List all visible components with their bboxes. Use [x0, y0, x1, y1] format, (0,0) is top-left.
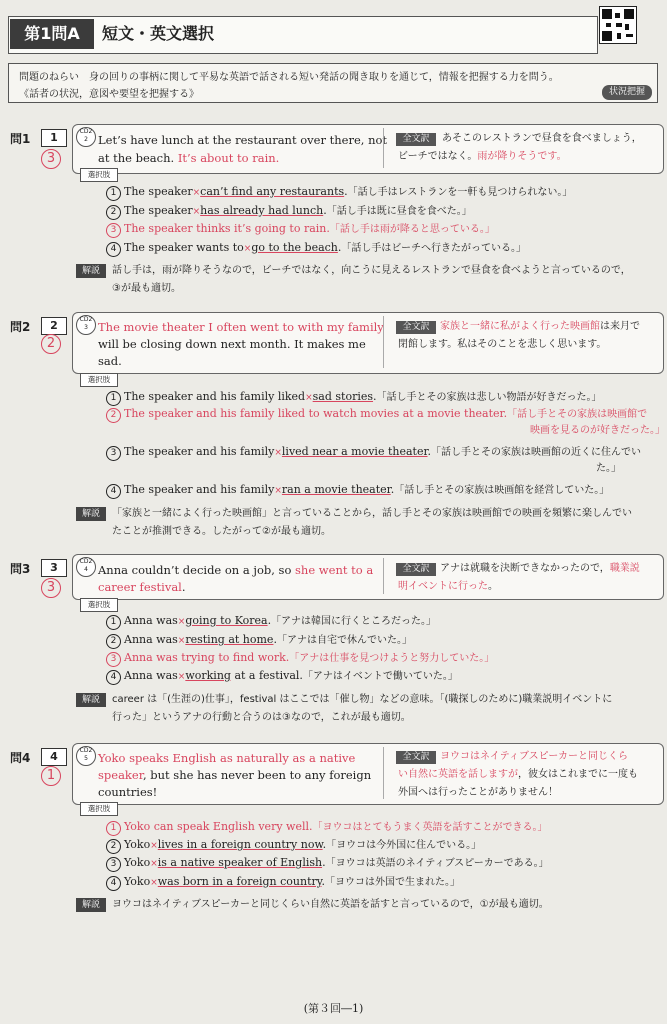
explanation-tag: 解説 [76, 264, 106, 278]
option-item: 4 The speaker wants to×go to the beach.「話し手はビーチへ行きたがっている。」 [106, 239, 526, 258]
script-line: Let’s have lunch at the restaurant over there, not [98, 133, 388, 147]
option-item-correct: 3 The speaker thinks it’s going to rain.「話し手は雨が降ると思っている。」 [106, 220, 495, 238]
translation-tag: 全文訳 [396, 321, 436, 334]
question-number: 3 [41, 559, 67, 577]
translation-line: ヨウコはネイティブスピーカーと同じくら [440, 751, 628, 762]
script-line: Yoko speaks English as naturally as a native [98, 751, 356, 765]
aim-box [8, 63, 658, 103]
explanation-tag: 解説 [76, 693, 106, 707]
divider [383, 316, 384, 368]
explanation-text: 話し手は，雨が降りそうなので，ビーチではなく，向こうに見えるレストランで昼食を食べようと言っているので， ③が最も適切。 [112, 265, 631, 294]
aim-text: 問題のねらい 身の回りの事柄に関して平易な英語で話される短い発話の聞き取りを通じて，情報を把握する力を問う。 [19, 72, 559, 83]
question-number: 1 [41, 129, 67, 147]
cd-track-icon: CD2 4 [76, 557, 96, 577]
script-line: sad. [98, 354, 122, 368]
question-label: 問3 [10, 562, 31, 576]
option-item: 3 The speaker and his family×lived near a movie theater.「話し手とその家族は映画館の近くに住んでい [106, 443, 641, 462]
answer-mark: 1 [41, 766, 61, 786]
translation-line: い自然に英語を話しますが，彼女はこれまでに一度も [398, 769, 638, 780]
cd-track-icon: CD2 3 [76, 315, 96, 335]
divider [383, 558, 384, 594]
situation-tag: 状況把握 [602, 85, 652, 100]
cd-track-icon: CD2 2 [76, 127, 96, 147]
page-footer: (第３回―1) [303, 1002, 364, 1015]
question-label: 問4 [10, 751, 31, 765]
section-title: 短文・英文選択 [102, 24, 215, 43]
divider [383, 747, 384, 799]
script-line: will be closing down next month. It makes me [98, 337, 366, 351]
translation-line: あそこのレストランで昼食を食べましょう， [442, 133, 642, 144]
translation-line: 閉館します。私はそのことを悲しく思います。 [398, 339, 607, 350]
translation-tag: 全文訳 [396, 133, 436, 146]
option-item: 1 The speaker and his family liked×sad stories.「話し手とその家族は悲しい物語が好きだった。」 [106, 388, 602, 407]
explanation-text: ヨウコはネイティブスピーカーと同じくらい自然に英語を話すと言っているので，①が最も適切。 [112, 899, 549, 910]
option-item-correct: 3 Anna was trying to find work.「アナは仕事を見つけようと努力していた。」 [106, 649, 494, 667]
script-line: The movie theater I often went to with my family [98, 320, 384, 334]
option-item-correct: 1 Yoko can speak English very well.「ヨウコはとてもうまく英語を話すことができる。」 [106, 818, 548, 836]
question-label: 問2 [10, 320, 31, 334]
script-line: speaker, but she has never been to any foreign [98, 768, 372, 782]
option-item: 1 The speaker×can’t find any restaurants.「話し手はレストランを一軒も見つけられない。」 [106, 183, 572, 202]
option-item: 2 The speaker×has already had lunch.「話し手は既に昼食を食べた。」 [106, 202, 472, 221]
explanation-tag: 解説 [76, 898, 106, 912]
option-item: 4 Anna was×working at a festival.「アナはイベントで働いていた。」 [106, 667, 458, 686]
header-bar [8, 16, 598, 54]
question-number: 2 [41, 317, 67, 335]
option-item: 2 Anna was×resting at home.「アナは自宅で休んでいた。」 [106, 631, 412, 650]
section-tag: 第1問A [10, 19, 94, 49]
qr-code-icon [599, 6, 637, 44]
translation-line: 家族と一緒に私がよく行った映画館は来月で [440, 321, 640, 332]
options-tag: 選択肢 [80, 598, 118, 612]
option-item-correct: 2 The speaker and his family liked to watch movies at a movie theater.「話し手とその家族は映画館で [106, 405, 647, 423]
answer-mark: 2 [41, 334, 61, 354]
explanation-text: 「家族と一緒によく行った映画館」と言っていることから，話し手とその家族は映画館での映画を頻繁に楽しんでい たことが推測できる。したがって②が最も適切。 [112, 508, 632, 537]
aim-focus: 《話者の状況，意図や要望を把握する》 [19, 89, 199, 100]
option-item: 3 Yoko×is a native speaker of English.「ヨウコは英語のネイティブスピーカーである。」 [106, 854, 549, 873]
translation-line: 明イベントに行った。 [398, 581, 498, 592]
option-item: 1 Anna was×going to Korea.「アナは韓国に行くところだった。」 [106, 612, 436, 631]
translation-line: 外国へは行ったことがありません！ [398, 787, 558, 798]
script-line: countries! [98, 785, 158, 799]
options-tag: 選択肢 [80, 168, 118, 182]
script-line: at the beach. It’s about to rain. [98, 151, 280, 165]
option-continued: 映画を見るのが好きだった。」 [530, 425, 665, 436]
cd-track-icon: CD2 5 [76, 746, 96, 766]
translation-line: アナは就職を決断できなかったので，職業説 [440, 563, 640, 574]
script-line: career festival. [98, 580, 186, 594]
question-label: 問1 [10, 132, 31, 146]
option-item: 2 Yoko×lives in a foreign country now.「ヨウコは今外国に住んでいる。」 [106, 836, 481, 855]
options-tag: 選択肢 [80, 802, 118, 816]
option-item: 4 The speaker and his family×ran a movie theater.「話し手とその家族は映画館を経営していた。」 [106, 481, 609, 500]
explanation-text: career は「(生涯の)仕事」，festival はここでは「催し物」などの意味。「(職探しのために)職業説明イベントに 行った」というアナの行動と合うのは③なので，これが最も適切。 [112, 694, 613, 723]
options-tag: 選択肢 [80, 373, 118, 387]
option-item: 4 Yoko×was born in a foreign country.「ヨウコは外国で生まれた。」 [106, 873, 460, 892]
option-continued: た。」 [596, 463, 621, 474]
answer-mark: 3 [41, 578, 61, 598]
explanation-tag: 解説 [76, 507, 106, 521]
question-number: 4 [41, 748, 67, 766]
answer-mark: 3 [41, 149, 61, 169]
divider [383, 128, 384, 168]
script-line: Anna couldn’t decide on a job, so she went to a [98, 563, 374, 577]
translation-line: ビーチではなく。雨が降りそうです。 [398, 151, 567, 162]
translation-tag: 全文訳 [396, 563, 436, 576]
translation-tag: 全文訳 [396, 751, 436, 764]
